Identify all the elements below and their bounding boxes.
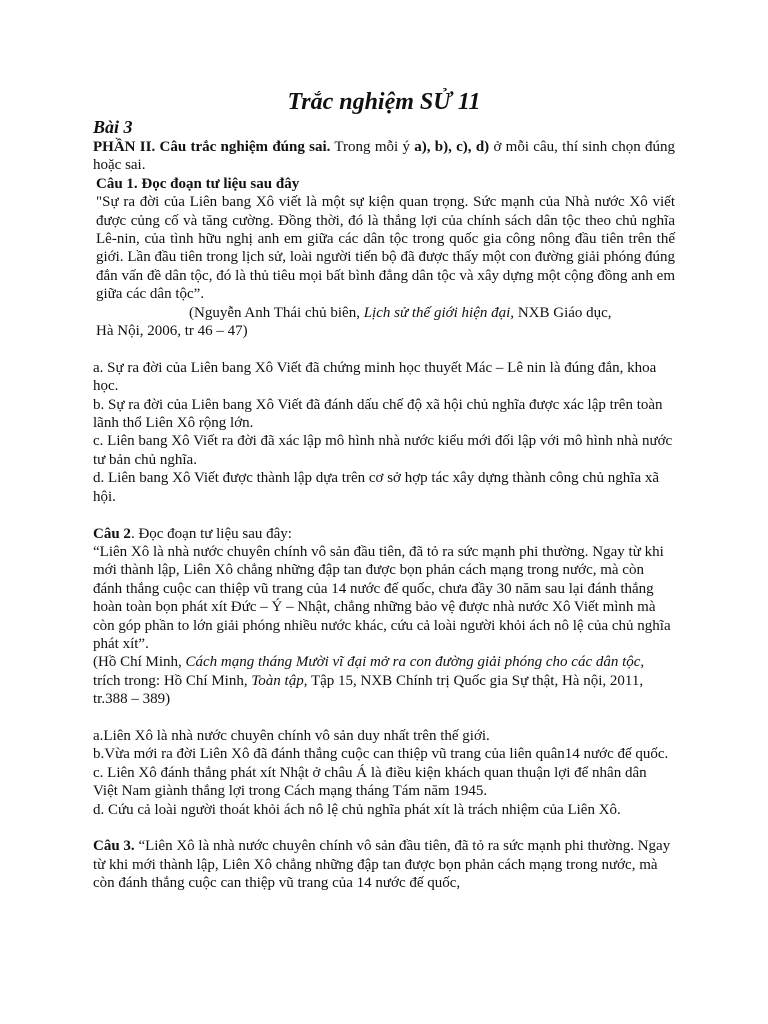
question-3 (93, 837, 675, 892)
question-2-quote: “Liên Xô là nhà nước chuyên chính vô sản đầu tiên, đã tỏ ra sức mạnh phi thường. Ngay từ khi mới thành lập, Liên Xô chẳng những đập tan được bọn phản cách mạng trong nước, mà còn đánh thắng cuộc can thiệp vũ trang của 14 nước đế quốc, chưa đầy 30 năm sau lại đánh thắng hoàn toàn bọn phát xít Đức – Ý – Nhật, chẳng những bảo vệ được nhà nước Xô Viết mình mà còn góp phần to lớn giải phóng nhiều nước khác, cứu cả loài người khỏi ách nô lệ của chủ nghĩa phát xít”. (93, 543, 671, 652)
question-2-title-rest: . Đọc đoạn tư liệu sau đây: (130, 525, 292, 542)
option-2d: d. Cứu cả loài người thoát khỏi ách nô lệ chủ nghĩa phát xít là trách nhiệm của Liên Xô. (93, 801, 621, 818)
question-2-options (93, 727, 675, 819)
question-2-label: Câu 2 (93, 525, 131, 542)
page-title: Trắc nghiệm SỬ 11 (287, 89, 481, 115)
intro-options: a), b), c), d) (414, 139, 490, 155)
question-1-options (93, 359, 675, 506)
option-1c: c. Liên bang Xô Viết ra đời đã xác lập mô hình nhà nước kiểu mới đối lập với mô hình nhà nước tư bản chủ nghĩa. (93, 433, 673, 468)
question-3-quote: “Liên Xô là nhà nước chuyên chính vô sản đầu tiên, đã tỏ ra sức mạnh phi thường. Ngay từ khi mới thành lập, Liên Xô chẳng những đập tan được bọn phản cách mạng trong nước, mà còn đánh thắng cuộc can thiệp vũ trang của 14 nước đế quốc, (93, 838, 671, 892)
citation-end: , Tập 15, NXB Chính trị Quốc gia Sự thật, Hà nội, 2011, tr.388 – 389) (93, 672, 644, 708)
citation-publisher: NXB Giáo dục, (514, 304, 612, 321)
question-1-citation-line2: Hà Nội, 2006, tr 46 – 47) (96, 323, 248, 340)
question-2-title (93, 525, 675, 543)
intro-text-after: ở mỗi câu, thí sinh chọn đúng hoặc sai. (93, 139, 676, 174)
question-3-label: Câu 3. (93, 838, 135, 855)
option-1a: a. Sự ra đời của Liên bang Xô Viết đã chứng minh học thuyết Mác – Lê nin là đúng đắn, khoa học. (93, 359, 657, 395)
document-body (93, 138, 675, 893)
part-label: PHẦN II. Câu trắc nghiệm đúng sai. (93, 139, 331, 155)
question-1-quote: "Sự ra đời của Liên bang Xô viết là một sự kiện quan trọng. Sức mạnh của Nhà nước Xô viết được củng cố và tăng cường. Đồng thời, đó là thắng lợi của chính sách dân tộc theo chủ nghĩa Lê-nin, của tình hữu nghị anh em giữa các dân tộc trong quốc gia công nông đầu tiên trên thế giới. Lần đầu tiên trong lịch sử, loài người tiến bộ đã được thấy một con đường giải phóng đúng đắn vấn đề dân tộc, đó là thủ tiêu mọi bất bình đẳng dân tộc và xây dựng một cộng đồng anh em giữa các dân tộc”. (96, 194, 675, 303)
option-1b: b. Sự ra đời của Liên bang Xô Viết đã đánh dấu chế độ xã hội chủ nghĩa được xác lập trên toàn lãnh thổ Liên Xô rộng lớn. (93, 396, 663, 432)
citation-book: Lịch sử thế giới hiện đại, (363, 304, 515, 321)
option-2c: c. Liên Xô đánh thắng phát xít Nhật ở châu Á là điều kiện khách quan thuận lợi để nhân dân Việt Nam giành thắng lợi trong Cách mạng tháng Tám năm 1945. (93, 764, 647, 800)
option-1d: d. Liên bang Xô Viết được thành lập dựa trên cơ sở hợp tác xây dựng thành công chủ nghĩa xã hội. (93, 470, 660, 505)
option-2a: a.Liên Xô là nhà nước chuyên chính vô sản duy nhất trên thế giới. (93, 727, 490, 744)
question-1-title: Câu 1. Đọc đoạn tư liệu sau đây (96, 175, 300, 192)
citation-open: (Hồ Chí Minh, (93, 654, 186, 671)
question-1-citation (96, 304, 675, 322)
citation-book: Toàn tập (251, 672, 304, 689)
citation-work: Cách mạng tháng Mười vĩ đại mở ra con đường giải phóng cho các dân tộc, (185, 654, 645, 671)
question-2 (93, 525, 675, 709)
lesson-heading: Bài 3 (93, 117, 133, 137)
question-2-citation (93, 653, 675, 708)
option-2b: b.Vừa mới ra đời Liên Xô đã đánh thắng cuộc can thiệp vũ trang của liên quân14 nước đế quốc. (93, 746, 669, 763)
citation-author: (Nguyễn Anh Thái chủ biên, (189, 304, 364, 321)
citation-mid: trích trong: Hồ Chí Minh, (93, 672, 252, 689)
question-3-text (93, 837, 675, 892)
question-1 (93, 175, 675, 341)
intro-text-before: Trong mỗi ý (330, 139, 415, 155)
section-intro (93, 138, 675, 175)
